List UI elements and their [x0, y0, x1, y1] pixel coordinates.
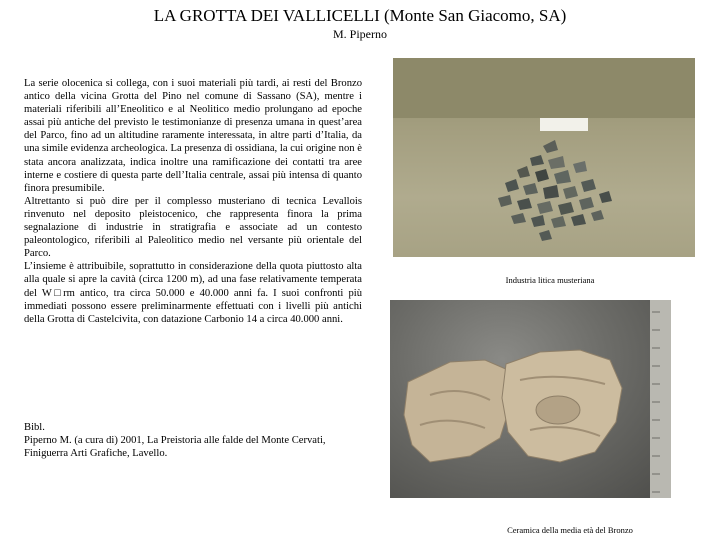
pottery-handle [536, 396, 580, 424]
figure-caption: Ceramica della media età del Bronzo [507, 525, 633, 535]
bronze-age-pottery-photo [390, 300, 671, 498]
bibliography [24, 421, 362, 460]
lithic-industry-photo [393, 58, 695, 257]
flint-flakes [498, 140, 612, 241]
pottery-fragment-left [404, 360, 512, 462]
main-text [24, 77, 362, 326]
paragraph: Altrettanto si può dire per il complesso musteriano di tecnica Levallois rinvenuto nel deposito pleistocenico, che rappresenta finora la prima segnalazione di industrie in stratigrafia e associate ad un contesto paleontologico, riferibili al Paleolitico medio nel versante più orientale del Parco. [24, 195, 362, 260]
bibliography-label: Bibl. [24, 422, 45, 433]
figure-caption: Industria litica musteriana [505, 275, 595, 285]
lithic-industry-illustration [393, 58, 695, 257]
backdrop [393, 58, 695, 118]
scale-label-card [540, 118, 588, 131]
paragraph: L’insieme è attribuibile, soprattutto in considerazione della quota piuttosto alta alla quale si apre la cavità (circa 1200 m), ad una fase relativamente temperata del W□rm antico, tra circa 50.000 e 40.000 anni fa. I suoi confronti più immediati possono essere preliminarmente effettuati con i livelli più antichi della Grotta di Castelcivita, con datazione Carbonio 14 a circa 40.000 anni. [24, 261, 362, 325]
author: M. Piperno [333, 27, 387, 41]
paragraph: La serie olocenica si collega, con i suoi materiali più tardi, ai resti del Bronzo antico della vicina Grotta del Pino nel comune di Sassano (SA), mentre i materiali riferibili all’Eneolitico e al Neolitico medio prolungano ad epoche assai più antiche del previsto le testimonianze di presenza umana in quest’area del Parco, fino ad un altitudine raramente interessata, in altre parti d’Italia, da una simile evidenza archeologica. La presenza di ossidiana, la cui origine non è stata ancora analizzata, indica inoltre una ramificazione dei contatti tra aree interne e costiere di questa parte dell’Italia centrale, assai più intensa di quanto finora presumibile. [24, 78, 362, 194]
page-title: LA GROTTA DEI VALLICELLI (Monte San Giacomo, SA) [153, 6, 567, 25]
pottery-illustration [390, 300, 671, 498]
bibliography-citation: Piperno M. (a cura di) 2001, La Preistoria alle falde del Monte Cervati, Finiguerra Arti Grafiche, Lavello. [24, 435, 326, 460]
